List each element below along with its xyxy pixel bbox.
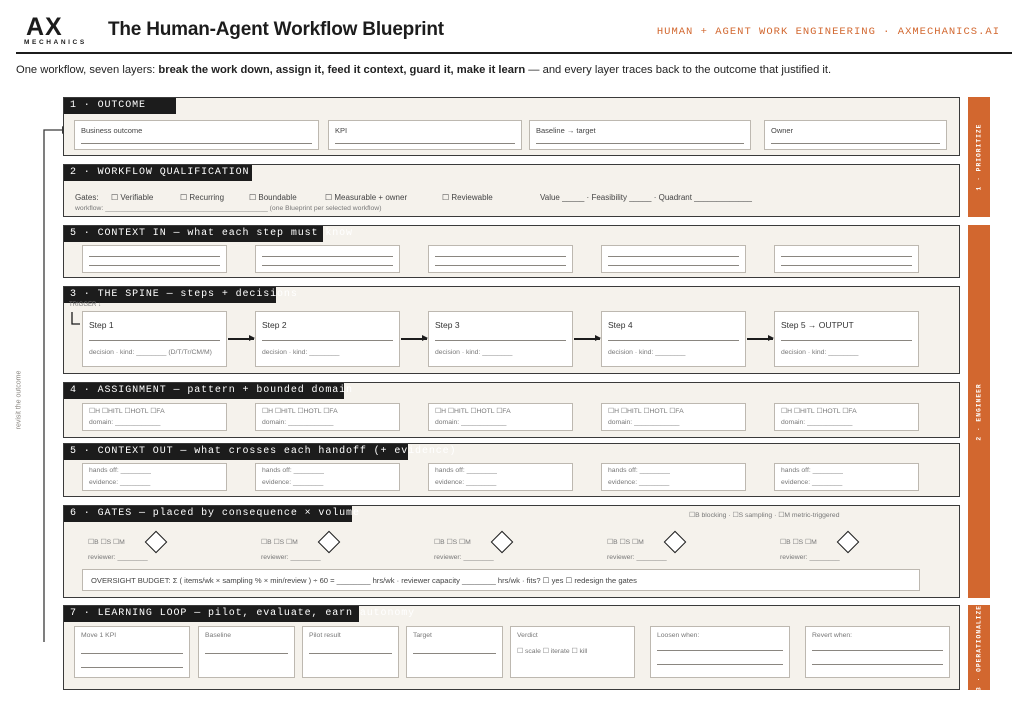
context-in-card[interactable]: [601, 245, 746, 273]
handoff-card[interactable]: hands off: ________ evidence: ________: [82, 463, 227, 491]
kpi-field[interactable]: [328, 120, 522, 150]
assignment-card[interactable]: ☐H ☐HITL ☐HOTL ☐FA domain: ____________: [601, 403, 746, 431]
intro-text: One workflow, seven layers: break the work down, assign it, feed it context, guard it, make it learn — and every layer traces back to the outcome that justified it.: [16, 64, 832, 76]
gate-type-checks[interactable]: ☐B ☐S ☐M: [88, 539, 125, 546]
decision-kind[interactable]: decision · kind: ________: [262, 349, 340, 356]
gate-boundable-checkbox[interactable]: ☐ Boundable: [249, 193, 297, 202]
gate-diamond-icon: [318, 531, 341, 554]
handoff-card[interactable]: hands off: ________ evidence: ________: [255, 463, 400, 491]
gate-reviewer[interactable]: reviewer: ________: [780, 554, 840, 561]
layer-title: 3 · THE SPINE — steps + decisions: [64, 287, 276, 303]
owner-field[interactable]: [764, 120, 947, 150]
layer-context-out: [63, 443, 960, 497]
gates-legend: ☐B blocking · ☐S sampling · ☐M metric-triggered: [689, 512, 840, 519]
header-rule: [16, 52, 1012, 54]
layer-title: 7 · LEARNING LOOP — pilot, evaluate, earn autonomy: [64, 606, 359, 622]
workflow-line[interactable]: workflow: ___________________________________________ (one Blueprint per selected workflow): [75, 205, 382, 212]
layer-spine: [63, 286, 960, 374]
phase-prioritize: 1 · PRIORITIZE: [968, 97, 990, 217]
spine-step[interactable]: [428, 311, 573, 367]
gate-type-checks[interactable]: ☐B ☐S ☐M: [780, 539, 817, 546]
context-in-card[interactable]: [82, 245, 227, 273]
gate-verifiable-checkbox[interactable]: ☐ Verifiable: [111, 193, 154, 202]
gate-recurring-checkbox[interactable]: ☐ Recurring: [180, 193, 225, 202]
flow-arrow: [574, 338, 600, 340]
layer-title: 5 · CONTEXT IN — what each step must know: [64, 226, 323, 242]
field-label: Owner: [771, 126, 794, 135]
layer-title: 2 · WORKFLOW QUALIFICATION: [64, 165, 252, 181]
context-in-card[interactable]: [428, 245, 573, 273]
handoff-card[interactable]: hands off: ________ evidence: ________: [428, 463, 573, 491]
field-label: KPI: [335, 126, 348, 135]
flow-arrow: [401, 338, 427, 340]
learning-kpi-field[interactable]: Move 1 KPI: [74, 626, 190, 678]
gate-reviewer[interactable]: reviewer: ________: [88, 554, 148, 561]
header-tagline: HUMAN + AGENT WORK ENGINEERING · AXMECHANICS.AI: [656, 26, 1000, 38]
decision-kind[interactable]: decision · kind: ________: [781, 349, 859, 356]
step-label: Step 4: [608, 320, 633, 330]
field-label: Baseline → target: [536, 126, 596, 135]
phase-engineer: 2 · ENGINEER: [968, 225, 990, 598]
learning-verdict-field[interactable]: Verdict ☐ scale ☐ iterate ☐ kill: [510, 626, 635, 678]
gate-diamond-icon: [837, 531, 860, 554]
flow-arrow: [228, 338, 254, 340]
assignment-card[interactable]: ☐H ☐HITL ☐HOTL ☐FA domain: ____________: [428, 403, 573, 431]
write-line: [335, 143, 515, 144]
gate-reviewer[interactable]: reviewer: ________: [261, 554, 321, 561]
step-label: Step 1: [89, 320, 114, 330]
gate-reviewer[interactable]: reviewer: ________: [607, 554, 667, 561]
gate-type-checks[interactable]: ☐B ☐S ☐M: [607, 539, 644, 546]
decision-kind[interactable]: decision · kind: ________: [435, 349, 513, 356]
learning-baseline-field[interactable]: Baseline: [198, 626, 295, 678]
layer-qualification: [63, 164, 960, 217]
gate-type-checks[interactable]: ☐B ☐S ☐M: [261, 539, 298, 546]
spine-step[interactable]: [82, 311, 227, 367]
layer-outcome: [63, 97, 960, 156]
outcome-field[interactable]: [74, 120, 319, 150]
layer-assignment: [63, 382, 960, 438]
learning-revert-field[interactable]: Revert when:: [805, 626, 950, 678]
learning-loosen-field[interactable]: Loosen when:: [650, 626, 790, 678]
layer-gates: [63, 505, 960, 598]
gate-diamond-icon: [145, 531, 168, 554]
phase-operationalize: 3 · OPERATIONALIZE: [968, 605, 990, 690]
brand-logo-subtitle: MECHANICS: [24, 39, 87, 46]
field-label: Business outcome: [81, 126, 143, 135]
gate-reviewable-checkbox[interactable]: ☐ Reviewable: [442, 193, 493, 202]
context-in-card[interactable]: [255, 245, 400, 273]
oversight-budget[interactable]: [82, 569, 920, 591]
verdict-options[interactable]: ☐ scale ☐ iterate ☐ kill: [517, 648, 588, 655]
layer-title: 6 · GATES — placed by consequence × volume: [64, 506, 352, 522]
gate-type-checks[interactable]: ☐B ☐S ☐M: [434, 539, 471, 546]
write-line: [81, 143, 312, 144]
gate-reviewer[interactable]: reviewer: ________: [434, 554, 494, 561]
assignment-card[interactable]: ☐H ☐HITL ☐HOTL ☐FA domain: ____________: [255, 403, 400, 431]
gate-measurable-checkbox[interactable]: ☐ Measurable + owner: [325, 193, 408, 202]
brand-logo: AX: [26, 13, 63, 41]
context-in-card[interactable]: [774, 245, 919, 273]
gate-diamond-icon: [664, 531, 687, 554]
trigger-label: TRIGGER ↓: [69, 302, 102, 308]
decision-kind[interactable]: decision · kind: ________ (D/T/Tr/CM/M): [89, 349, 212, 356]
spine-step[interactable]: [601, 311, 746, 367]
handoff-card[interactable]: hands off: ________ evidence: ________: [774, 463, 919, 491]
assignment-card[interactable]: ☐H ☐HITL ☐HOTL ☐FA domain: ____________: [82, 403, 227, 431]
layer-title: 5 · CONTEXT OUT — what crosses each handoff (+ evidence): [64, 444, 408, 460]
baseline-target-field[interactable]: [529, 120, 751, 150]
step-label: Step 3: [435, 320, 460, 330]
spine-step[interactable]: [255, 311, 400, 367]
layer-title: 1 · OUTCOME: [64, 98, 176, 114]
page-title: The Human-Agent Workflow Blueprint: [108, 19, 444, 40]
learning-pilot-result-field[interactable]: Pilot result: [302, 626, 399, 678]
layer-context-in: [63, 225, 960, 278]
decision-kind[interactable]: decision · kind: ________: [608, 349, 686, 356]
spine-step-output[interactable]: [774, 311, 919, 367]
layer-title: 4 · ASSIGNMENT — pattern + bounded domain: [64, 383, 344, 399]
assignment-card[interactable]: ☐H ☐HITL ☐HOTL ☐FA domain: ____________: [774, 403, 919, 431]
gates-label: Gates:: [75, 193, 99, 202]
trigger-corner-icon: [71, 312, 81, 326]
layer-learning-loop: [63, 605, 960, 690]
write-line: [536, 143, 744, 144]
value-feasibility-quadrant[interactable]: Value _____ · Feasibility _____ · Quadrant _____________: [540, 193, 753, 202]
handoff-card[interactable]: hands off: ________ evidence: ________: [601, 463, 746, 491]
revisit-label: revisit the outcome: [15, 370, 23, 430]
step-label: Step 5 → OUTPUT: [781, 320, 854, 330]
write-line: [771, 143, 940, 144]
oversight-budget-text: OVERSIGHT BUDGET: Σ ( items/wk × sampling % × min/review ) ÷ 60 = ________ hrs/wk · reviewer capacity ________ hrs/wk · fits? ☐ yes ☐ redesign the gates: [91, 576, 637, 585]
learning-target-field[interactable]: Target: [406, 626, 503, 678]
flow-arrow: [747, 338, 773, 340]
step-label: Step 2: [262, 320, 287, 330]
gate-diamond-icon: [491, 531, 514, 554]
